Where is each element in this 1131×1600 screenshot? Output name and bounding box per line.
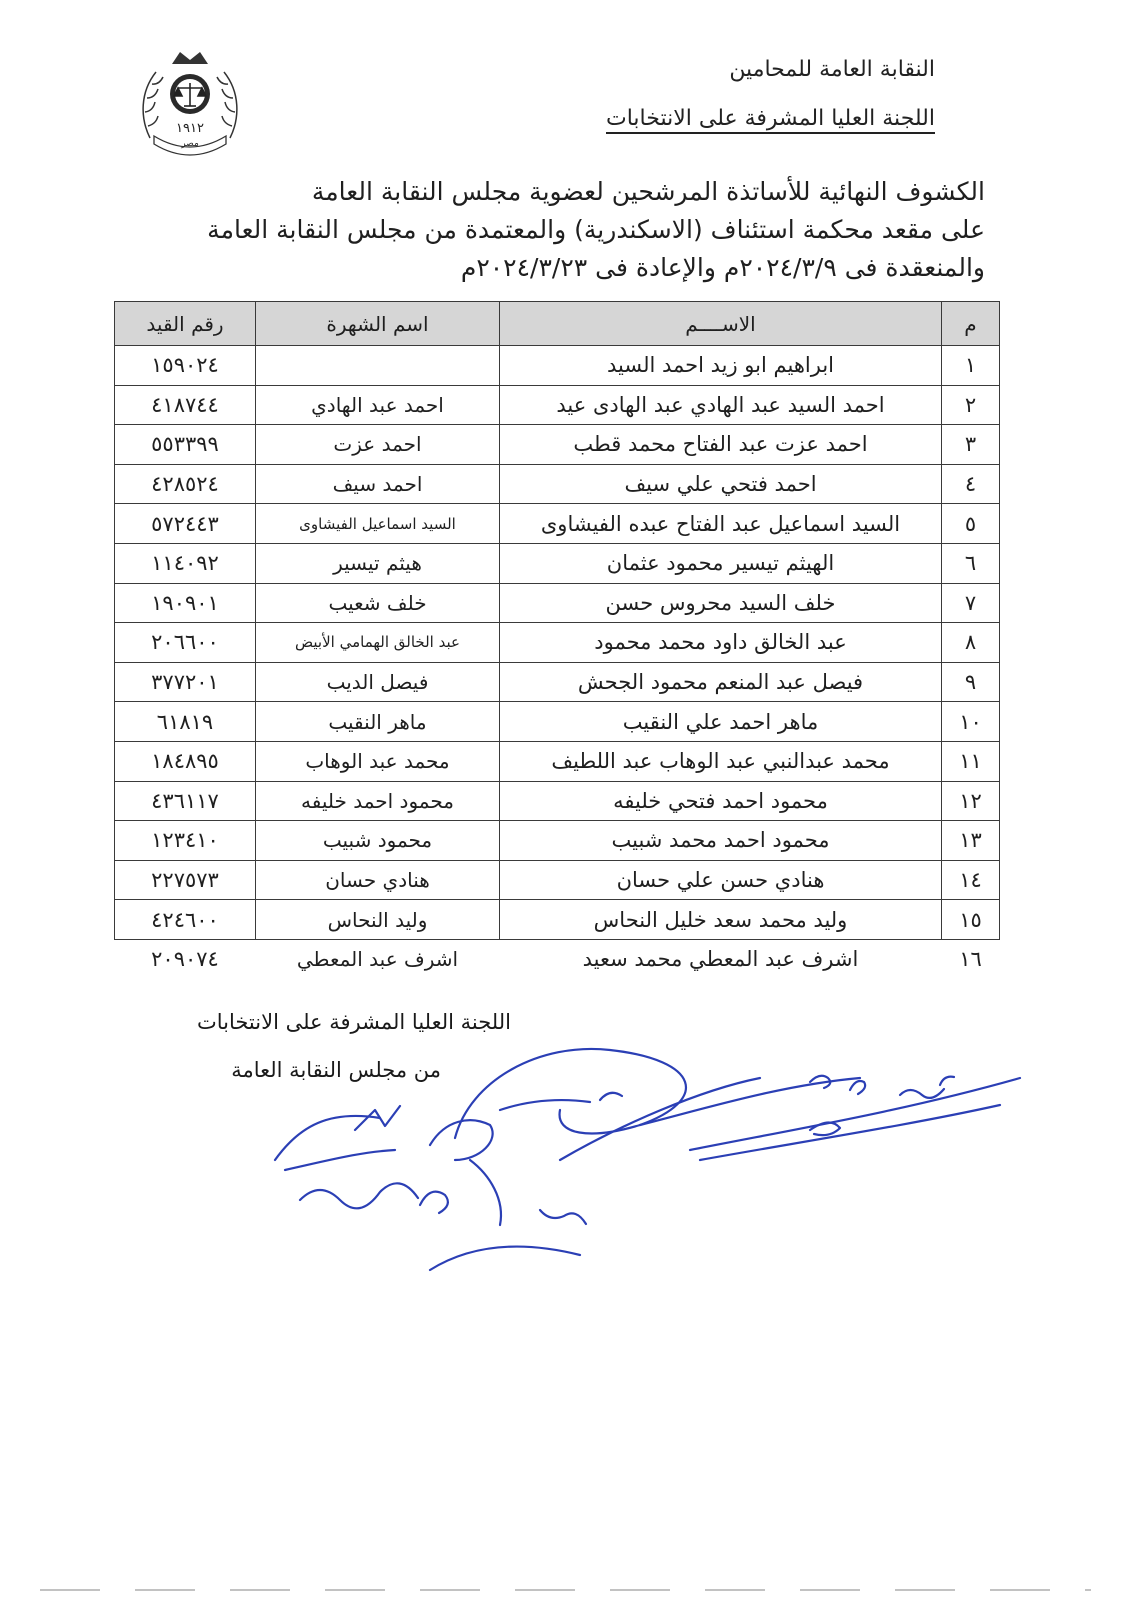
candidate-alias: هنادي حسان	[256, 860, 500, 900]
registration-number: ١٢٣٤١٠	[115, 821, 256, 861]
registration-number: ٥٥٣٣٩٩	[115, 425, 256, 465]
row-number: ٢	[942, 385, 1000, 425]
candidate-alias: وليد النحاس	[256, 900, 500, 940]
row-number: ٤	[942, 464, 1000, 504]
registration-number: ٢٠٩٠٧٤	[151, 947, 219, 972]
title-line-3: والمنعقدة فى ٢٠٢٤/٣/٩م والإعادة فى ٢٠٢٤/٣/٢٣م	[460, 253, 985, 282]
registration-number: ١١٤٠٩٢	[115, 543, 256, 583]
registration-number: ٣٧٧٢٠١	[115, 662, 256, 702]
row-number: ١٢	[942, 781, 1000, 821]
registration-number: ٤١٨٧٤٤	[115, 385, 256, 425]
row-number: ١٣	[942, 821, 1000, 861]
candidate-name: السيد اسماعيل عبد الفتاح عبده الفيشاوى	[500, 504, 942, 544]
candidate-alias: هيثم تيسير	[256, 543, 500, 583]
table-row	[115, 543, 1000, 583]
candidate-alias: السيد اسماعيل الفيشاوى	[256, 504, 500, 544]
title-line-1: الكشوف النهائية للأساتذة المرشحين لعضوية مجلس النقابة العامة	[311, 177, 985, 206]
document-title	[110, 173, 985, 287]
syndicate-name: النقابة العامة للمحامين	[729, 57, 935, 82]
candidate-alias: خلف شعيب	[256, 583, 500, 623]
candidate-name: خلف السيد محروس حسن	[500, 583, 942, 623]
candidate-name: هنادي حسن علي حسان	[500, 860, 942, 900]
registration-number: ٤٣٦١١٧	[115, 781, 256, 821]
candidate-alias: محمد عبد الوهاب	[256, 741, 500, 781]
candidate-name: محمود احمد محمد شبيب	[500, 821, 942, 861]
row-number: ٩	[942, 662, 1000, 702]
candidate-name: محمد عبدالنبي عبد الوهاب عبد اللطيف	[500, 741, 942, 781]
candidate-alias: محمود احمد خليفه	[256, 781, 500, 821]
row-number: ١٦	[959, 947, 982, 972]
registration-number: ٥٧٢٤٤٣	[115, 504, 256, 544]
candidate-name: محمود احمد فتحي خليفه	[500, 781, 942, 821]
logo-year: ١٩١٢	[176, 121, 204, 136]
candidate-name: وليد محمد سعد خليل النحاس	[500, 900, 942, 940]
candidate-alias: فيصل الديب	[256, 662, 500, 702]
row-number: ٧	[942, 583, 1000, 623]
row-number: ١	[942, 346, 1000, 386]
table-row	[115, 702, 1000, 742]
row-number: ٥	[942, 504, 1000, 544]
candidate-name: عبد الخالق داود محمد محمود	[500, 623, 942, 663]
candidate-name: ماهر احمد علي النقيب	[500, 702, 942, 742]
candidate-alias: احمد عزت	[256, 425, 500, 465]
registration-number: ٤٢٤٦٠٠	[115, 900, 256, 940]
table-row	[115, 425, 1000, 465]
candidate-alias: اشرف عبد المعطي	[296, 947, 459, 972]
header-reg: رقم القيد	[115, 302, 256, 346]
candidate-alias: ماهر النقيب	[256, 702, 500, 742]
scan-edge-artifact	[40, 1589, 1091, 1591]
candidate-name: ابراهيم ابو زيد احمد السيد	[500, 346, 942, 386]
candidate-alias: محمود شبيب	[256, 821, 500, 861]
candidate-alias: عبد الخالق الهمامي الأبيض	[256, 623, 500, 663]
table-header-row	[115, 302, 1000, 346]
row-number: ١٤	[942, 860, 1000, 900]
row-number: ١٥	[942, 900, 1000, 940]
table-row	[115, 781, 1000, 821]
table-row	[115, 860, 1000, 900]
table-row	[115, 900, 1000, 940]
row-number: ٦	[942, 543, 1000, 583]
footer-committee: اللجنة العليا المشرفة على الانتخابات	[196, 1010, 511, 1034]
header-alias: اسم الشهرة	[256, 302, 500, 346]
candidate-name: الهيثم تيسير محمود عثمان	[500, 543, 942, 583]
registration-number: ٦١٨١٩	[115, 702, 256, 742]
row-number: ١١	[942, 741, 1000, 781]
row-number: ٣	[942, 425, 1000, 465]
logo-country: مصر	[181, 139, 199, 149]
footer-council: من مجلس النقابة العامة	[231, 1058, 441, 1082]
table-row	[115, 583, 1000, 623]
table-row	[115, 504, 1000, 544]
registration-number: ١٥٩٠٢٤	[115, 346, 256, 386]
candidate-alias: احمد عبد الهادي	[256, 385, 500, 425]
row-number: ٨	[942, 623, 1000, 663]
registration-number: ٤٢٨٥٢٤	[115, 464, 256, 504]
table-row	[115, 623, 1000, 663]
scales-seal-icon	[136, 46, 244, 164]
committee-name: اللجنة العليا المشرفة على الانتخابات	[606, 106, 935, 134]
candidate-alias	[256, 346, 500, 386]
table-row	[115, 741, 1000, 781]
candidate-name: احمد السيد عبد الهادي عبد الهادى عيد	[500, 385, 942, 425]
table-row	[115, 464, 1000, 504]
candidate-name: احمد عزت عبد الفتاح محمد قطب	[500, 425, 942, 465]
registration-number: ٢٢٧٥٧٣	[115, 860, 256, 900]
table-body	[115, 346, 1000, 979]
row-number: ١٠	[942, 702, 1000, 742]
table-row	[115, 385, 1000, 425]
title-line-2: على مقعد محكمة استئناف (الاسكندرية) والمعتمدة من مجلس النقابة العامة	[207, 215, 985, 244]
candidates-table	[114, 301, 1000, 979]
header-name: الاســــم	[500, 302, 942, 346]
candidate-alias: احمد سيف	[256, 464, 500, 504]
table-row	[115, 939, 1000, 978]
registration-number: ٢٠٦٦٠٠	[115, 623, 256, 663]
table-row	[115, 346, 1000, 386]
candidate-name: فيصل عبد المنعم محمود الجحش	[500, 662, 942, 702]
candidate-name: اشرف عبد المعطي محمد سعيد	[582, 947, 859, 972]
registration-number: ١٨٤٨٩٥	[115, 741, 256, 781]
table-row	[115, 662, 1000, 702]
table-row	[115, 821, 1000, 861]
registration-number: ١٩٠٩٠١	[115, 583, 256, 623]
candidate-name: احمد فتحي علي سيف	[500, 464, 942, 504]
header-num: م	[942, 302, 1000, 346]
